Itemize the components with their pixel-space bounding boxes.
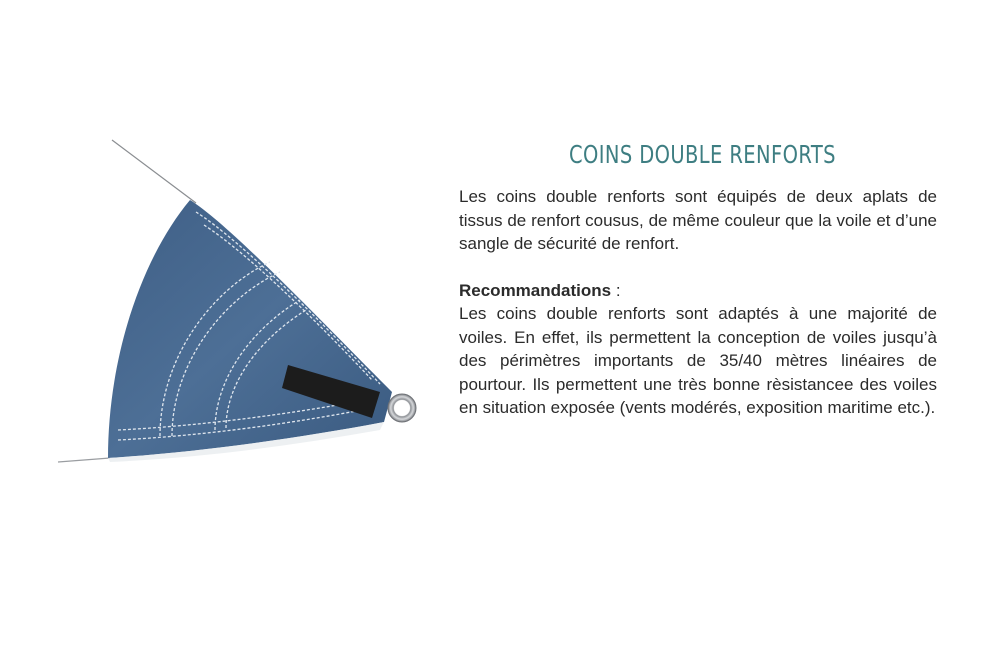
sail-fabric xyxy=(108,200,392,458)
top-wire xyxy=(112,140,196,203)
recommendations-colon: : xyxy=(611,280,621,300)
recommendations-label: Recommandations xyxy=(459,280,612,300)
sail-corner-illustration xyxy=(0,0,460,667)
metal-ring-hole xyxy=(395,401,409,415)
sail-corner-icon xyxy=(0,0,460,667)
section-title: COINS DOUBLE RENFORTS xyxy=(569,140,836,169)
description-panel xyxy=(459,140,949,420)
recommendations-paragraph: Les coins double renforts sont adaptés à une majorité de voiles. En effet, ils permettent la conception de voiles jusqu’à des périmètres importants de 35/40 mètres linéaires de pourtour. Ils permettent une très bonne rèsistancee des voiles en situation exposée (vents modérés, exposition maritime etc.). xyxy=(459,304,937,417)
bottom-wire xyxy=(58,458,110,462)
intro-paragraph: Les coins double renforts sont équipés de deux aplats de tissus de renfort cousus, de même couleur que la voile et d’une sangle de sécurité de renfort. xyxy=(459,187,937,253)
recommendations-heading xyxy=(459,279,949,303)
